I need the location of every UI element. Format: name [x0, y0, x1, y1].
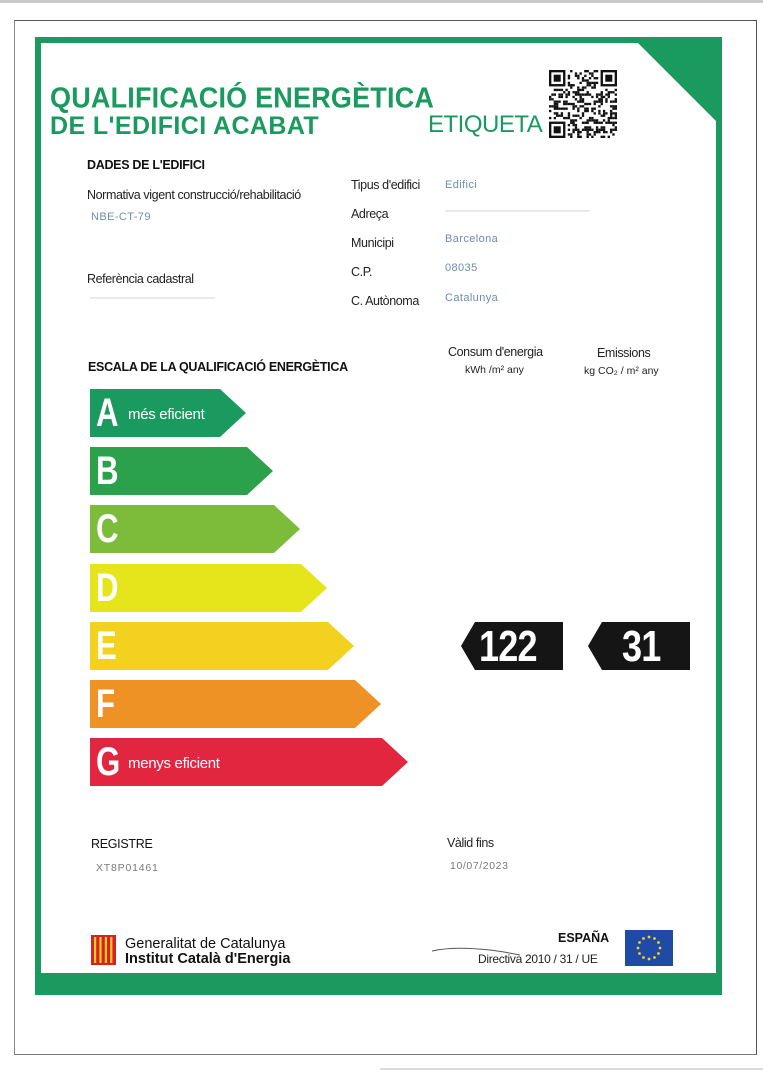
adreca-redacted	[445, 210, 590, 212]
qr-code-icon	[549, 70, 617, 138]
band-letter: A	[96, 391, 119, 435]
etiqueta-label: ETIQUETA	[428, 111, 543, 138]
band-d	[90, 564, 327, 612]
municipi-value: Barcelona	[445, 233, 499, 245]
band-letter: B	[96, 449, 119, 494]
municipi-label: Municipi	[351, 236, 394, 250]
band-letter: G	[96, 740, 121, 785]
gencat-logo-icon	[91, 935, 116, 965]
registre-label: REGISTRE	[91, 837, 153, 851]
band-description: més eficient	[128, 406, 205, 423]
band-arrow-f	[90, 680, 381, 728]
band-description: menys eficient	[128, 755, 220, 773]
consum-title: Consum d'energia	[448, 345, 543, 359]
cp-value: 08035	[445, 262, 478, 274]
band-f	[90, 680, 381, 728]
scan-edge-bottom	[380, 1068, 763, 1070]
title-line-1: QUALIFICACIÓ ENERGÈTICA	[50, 82, 435, 114]
valid-value: 10/07/2023	[450, 860, 509, 872]
band-a	[90, 389, 246, 437]
adreca-label: Adreça	[351, 207, 389, 221]
frame-bottom-bar	[35, 979, 722, 995]
band-letter: F	[96, 682, 116, 726]
normativa-value: NBE-CT-79	[91, 211, 151, 223]
espana-label: ESPAÑA	[558, 931, 610, 945]
band-letter: E	[96, 623, 117, 668]
band-arrow-c	[90, 505, 300, 553]
band-c	[90, 505, 300, 553]
directiva-label: Directiva 2010 / 31 / UE	[478, 952, 598, 966]
normativa-label: Normativa vigent construcció/rehabilitació	[87, 188, 301, 202]
tipus-value: Edifici	[445, 179, 478, 191]
cp-label: C.P.	[351, 265, 373, 279]
band-e	[90, 622, 354, 670]
valid-label: Vàlid fins	[447, 836, 494, 850]
consum-value: 122	[479, 621, 537, 671]
emissions-title: Emissions	[597, 346, 651, 360]
eu-flag-icon	[625, 930, 673, 966]
gencat-line-2: Institut Català d'Energia	[125, 951, 291, 967]
registre-value: XT8P01461	[96, 862, 159, 874]
scan-edge-top	[0, 0, 763, 3]
scale-title: ESCALA DE LA QUALIFICACIÓ ENERGÈTICA	[88, 360, 348, 374]
frame-corner	[632, 37, 722, 127]
emissions-value: 31	[622, 621, 661, 671]
band-arrow-e	[90, 622, 354, 670]
emissions-unit: kg CO₂ / m² any	[584, 365, 659, 377]
referencia-label: Referència cadastral	[87, 272, 194, 286]
title-line-2: DE L'EDIFICI ACABAT	[50, 112, 320, 140]
tipus-label: Tipus d'edifici	[351, 178, 420, 192]
gencat-line-1: Generalitat de Catalunya	[125, 936, 286, 952]
referencia-redacted	[90, 297, 215, 299]
band-letter: D	[96, 565, 119, 610]
band-letter: C	[96, 507, 119, 552]
band-b	[90, 447, 273, 495]
building-data-title: DADES DE L'EDIFICI	[87, 158, 205, 172]
autonoma-value: Catalunya	[445, 292, 499, 304]
band-arrow-d	[90, 564, 327, 612]
consum-unit: kWh /m² any	[465, 364, 524, 376]
autonoma-label: C. Autònoma	[351, 294, 419, 308]
band-g	[90, 738, 408, 786]
